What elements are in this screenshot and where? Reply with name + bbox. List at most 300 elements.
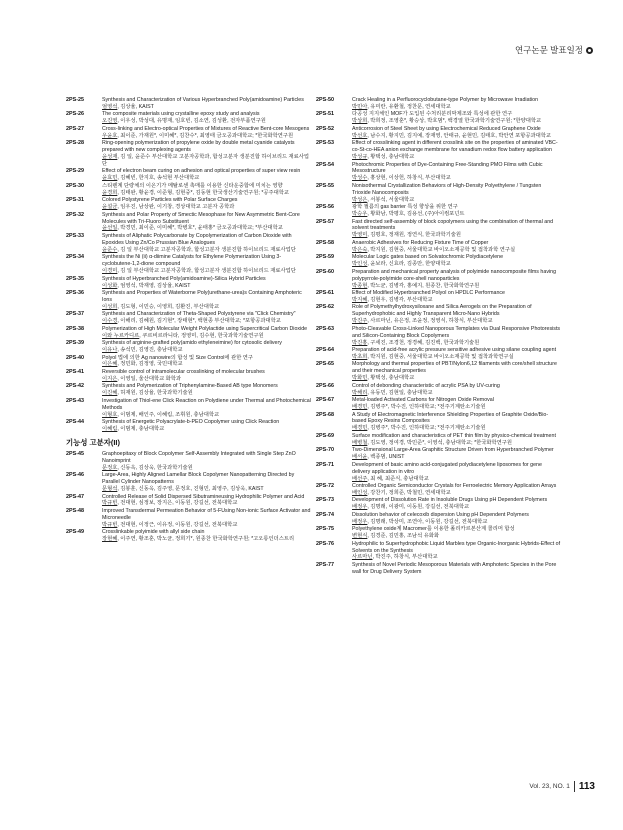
abstract-entry (66, 326, 311, 340)
entry-id: 2PS-51 (316, 111, 334, 118)
entry-id: 2PS-37 (66, 311, 84, 318)
entry-id: 2PS-31 (66, 197, 84, 204)
entry-body (352, 183, 561, 204)
entry-id: 2PS-72 (316, 483, 334, 489)
presenter-name: 박종현 (352, 282, 368, 289)
entry-id: 2PS-41 (66, 368, 84, 375)
abstract-entry (316, 326, 561, 347)
presenter-name: 윤선일 (102, 225, 118, 232)
presenter-name: 박민아 (352, 103, 368, 110)
presenter-name: 배정우 (352, 504, 368, 511)
entry-id: 2PS-43 (66, 397, 84, 404)
abstract-entry (316, 304, 561, 325)
presenter-name: 배병철 (352, 439, 368, 446)
presenter-name: 박진홍 (352, 339, 368, 346)
coauthors-affiliation: , 구세진, 조경천, 정경혜, 김진백, 한국과학기술원 (367, 339, 480, 346)
entry-title: Nonisothermal Crystallization Behaviors of High-Density Polyethylene / Tungsten Trioxide Nanocomposits (352, 182, 542, 196)
entry-body (352, 269, 561, 290)
entry-authors (102, 333, 311, 340)
entry-title: Polyol 법에 의한 Ag nanowire의 합성 및 Size Control에 관한 연구 (102, 354, 254, 361)
presenter-name: 박지혜 (352, 296, 368, 303)
coauthors-affiliation: , 황택성, 충남대학교 (367, 154, 415, 161)
presenter-name: 배경민 (352, 404, 368, 411)
footer-divider (574, 781, 575, 792)
entry-id: 2PS-40 (66, 354, 84, 361)
coauthors-affiliation: , 김경준, 김민홍, 조남석 유화화 (367, 533, 440, 540)
abstract-entry (316, 183, 561, 204)
entry-id: 2PS-55 (316, 182, 334, 189)
coauthors-affiliation: , 사르마닌, 유은정, 조윤정, 정영식, 하창식, 부산대학교 (367, 318, 493, 325)
entry-body (102, 97, 311, 111)
entry-body (352, 162, 561, 183)
abstract-entry (66, 254, 311, 275)
coauthors-affiliation: , 전대현, 심정보, 장지은, 이동원, 강길선, 전북대학교 (117, 500, 238, 507)
entry-title: 광학 필름의 gas barrier 특성 향상을 위한 연구 (352, 204, 458, 211)
presenter-name: 이성희 (102, 303, 118, 310)
entry-body (102, 383, 311, 397)
coauthors-affiliation: , 박지원, 김현중, 서울대학교 바이오소재공학 및 접착과학연구실 (367, 353, 514, 360)
presenter-name: 배인성 (352, 489, 368, 496)
presenter-name: 윤경희 (102, 189, 118, 196)
coauthors-affiliation: , 임우진, 남상완, 이기창, 경상대학교 고분자 공학과 (117, 204, 235, 211)
entry-authors (352, 297, 561, 304)
entry-id: 2PS-57 (316, 218, 334, 225)
coauthors-affiliation: , 이해리, 김혜원, 김기현*, 장태현*, 백현종 부산대학교; *포항공과대학교 (117, 318, 281, 325)
entry-authors (352, 175, 561, 182)
coauthors-affiliation: , 강찬기, 정희준, 박철민, 연세대학교 (367, 489, 451, 496)
abstract-entry (316, 447, 561, 461)
abstract-entry (66, 340, 311, 354)
entry-authors (352, 232, 561, 239)
presenter-name: 배선주 (352, 475, 368, 482)
entry-body (102, 529, 311, 543)
entry-id: 2PS-50 (316, 97, 334, 103)
entry-authors (102, 190, 311, 197)
abstract-entry (316, 204, 561, 218)
entry-title: Fast directed self-assembly of block copolymers using the combination of thermal and solvent treatments (352, 218, 554, 232)
entry-authors (102, 390, 311, 397)
entry-title: Improved Transdermal Permeation Behavior of 5-FUsing Non-ionic Surface Activator and Microneedle (102, 507, 311, 521)
entry-authors (352, 354, 561, 361)
entry-body (352, 562, 561, 576)
presenter-name: 박은숙 (352, 246, 368, 253)
entry-id: 2PS-74 (316, 511, 334, 518)
entry-id: 2PS-60 (316, 268, 334, 275)
entry-body (352, 497, 561, 511)
entry-body (102, 340, 311, 354)
entry-title: Ring-opening polymerization of propylene oxide by double metal cyanide catalysts prepared with new complexing agents (102, 140, 295, 154)
abstract-entry (66, 126, 311, 140)
presenter-name: 문정호 (102, 464, 118, 471)
entry-body (102, 508, 311, 529)
entry-title: Effect of crosslinking agent in different crosslink site on the properties of aminated VBC-co-St-co-HEA anion exchange membrane for vanadium redox flow battery application (352, 140, 558, 154)
entry-title: Hydrophilic to Superhydrophobic Liquid Marbles type Organic-Inorganic Hybrids-Effect of Solvents on the Synthesis (352, 540, 561, 554)
entry-id: 2PS-42 (66, 383, 84, 390)
entry-authors (352, 554, 561, 561)
coauthors-affiliation: , 신동옥, 김상욱, 한국과학기술원 (117, 464, 193, 471)
abstract-entry (316, 383, 561, 397)
entry-title: Metal-loaded Activated Carbons for Nitrogen Oxide Removal (352, 397, 494, 404)
entry-title: A Study of Electromagnetic Interference Shielding Properties of Graphite Oxide/Bio-based Epoxy Resins Composites (352, 411, 549, 425)
entry-body (352, 462, 561, 483)
abstract-entry (316, 462, 561, 483)
presenter-name: 배경민 (352, 425, 368, 432)
abstract-entry (66, 508, 311, 529)
abstract-entry (316, 269, 561, 290)
entry-title: Crosslinkable polyimide with allyl side chain (102, 529, 205, 536)
entry-body (352, 433, 561, 447)
header-title: 연구논문 발표일정 (514, 45, 583, 55)
entry-body (352, 412, 561, 433)
entry-title: Surface modification and characteristics of PET thin film by physico-chemical treatment (352, 432, 556, 439)
coauthors-affiliation: , 엄영석, 박재영, 김상율, KAIST (117, 282, 191, 289)
presenter-name: 윤성재 (102, 154, 118, 161)
entry-body (352, 347, 561, 361)
abstract-entry (316, 541, 561, 562)
entry-id: 2PS-69 (316, 432, 334, 439)
entry-id: 2PS-28 (66, 140, 84, 147)
coauthors-affiliation: , 김현우, 김병각, 부산대학교 (367, 296, 433, 303)
entry-id: 2PS-33 (66, 232, 84, 239)
coauthors-affiliation: , 이범제, 충남대학교 (117, 425, 165, 432)
entry-title: Crack Healing in a Perfluorocyclobutane-type Polymer by Microwave Irradiation (352, 97, 539, 103)
entry-title: Photo-Cleavable Cross-Linked Nanoporous Templates via Dual Responsive Photoresists and Silicon-Containing Block Copolymers (352, 325, 561, 339)
presenter-name: 이경미 (102, 268, 118, 275)
entry-authors (352, 490, 561, 497)
abstract-entry (316, 562, 561, 576)
presenter-name: 박진주 (352, 318, 368, 325)
entry-id: 2PS-71 (316, 461, 334, 468)
coauthors-affiliation: , 송석민, 김영진, 충남대학교 (117, 347, 183, 354)
entry-title: Synthesis and Characterization of Theta-Shaped Polystyrene via "Click Chemistry" (102, 311, 296, 318)
abstract-entry (316, 254, 561, 268)
abstract-entry (66, 529, 311, 543)
entry-authors (102, 522, 311, 529)
entry-id: 2PS-34 (66, 254, 84, 261)
abstract-entry (316, 433, 561, 447)
entry-id: 2PS-77 (316, 561, 334, 568)
coauthors-affiliation: , 박노균, 김병각, 홍예지, 원종찬, 한국화학연구원 (367, 282, 480, 289)
entry-authors (102, 500, 311, 507)
coauthors-affiliation: , 윤보라, 신효라, 김종만, 한양대학교 (367, 261, 451, 268)
coauthors-affiliation: , 이영일, 울산대학교 화학과 (117, 375, 182, 382)
coauthors-affiliation: , 유동민, 김현일, 충남대학교 (367, 389, 433, 396)
entry-body (102, 311, 311, 325)
presenter-name: 배정우 (352, 518, 368, 525)
entry-body (352, 483, 561, 497)
abstract-entry (66, 472, 311, 493)
presenter-name: 박화민 (352, 375, 368, 382)
presenter-name: 이유나 (102, 347, 118, 354)
entry-authors (352, 440, 561, 447)
abstract-entry (66, 233, 311, 254)
entry-body (352, 126, 561, 140)
volume-label: Vol. 23, NO. 1 (529, 783, 570, 790)
entry-authors (352, 454, 561, 461)
presenter-name: 윤효민 (102, 175, 118, 182)
entry-authors (102, 361, 311, 368)
entry-authors (102, 412, 311, 419)
entry-body (352, 512, 561, 526)
page-footer (529, 781, 595, 792)
presenter-name: 이와 누르카디르 (102, 332, 140, 339)
entry-authors (352, 133, 561, 140)
circle-bullet-icon (586, 47, 593, 54)
entry-id: 2PS-73 (316, 497, 334, 504)
presenter-name: 우윤호 (102, 132, 118, 139)
coauthors-affiliation: , 박경민, 최이준, 이미혜*, 박병호*, 윤태홍* 금오공과대학교; *부산대학교 (117, 225, 283, 232)
entry-id: 2PS-56 (316, 204, 334, 211)
entry-id: 2PS-58 (316, 239, 334, 246)
entry-authors (102, 376, 311, 383)
coauthors-affiliation: , 서봉석, 서울대학교 (367, 196, 415, 203)
entry-authors (352, 154, 561, 161)
entry-id: 2PS-35 (66, 275, 84, 282)
coauthors-affiliation: , 김평호, 정재원, 정연식, 한국과학기술원 (367, 232, 462, 239)
abstract-entry (316, 397, 561, 411)
entry-body (352, 254, 561, 268)
entry-authors (352, 404, 561, 411)
coauthors-affiliation: , 유미란, 유환철, 정찬문, 연세대학교 (367, 103, 451, 110)
entry-authors (102, 426, 311, 433)
entry-id: 2PS-70 (316, 447, 334, 454)
entry-authors (352, 261, 561, 268)
entry-title: Synthesis of arginine-grafted poly(amido ethyleneimine) for cytosolic delivery (102, 340, 282, 347)
abstract-entry (66, 183, 311, 197)
entry-body (102, 398, 311, 419)
entry-authors (102, 175, 311, 182)
presenter-name: 변현식 (352, 533, 368, 540)
entry-body (352, 326, 561, 347)
coauthors-affiliation: , 정민화, 김정영, 국민대학교 (117, 361, 183, 368)
entry-body (352, 397, 561, 411)
entry-authors (352, 425, 561, 432)
page-number: 113 (578, 781, 595, 792)
presenter-name: 박상희 (352, 118, 368, 125)
entry-title: Development of basic amino acid-conjugated polydiacetylene liposomes for gene delivery application in vitro (352, 461, 542, 475)
entry-id: 2PS-54 (316, 161, 334, 168)
presenter-name: 박선호 (352, 132, 368, 139)
entry-id: 2PS-26 (66, 111, 84, 118)
entry-id: 2PS-76 (316, 540, 334, 547)
entry-body (352, 541, 561, 562)
entry-title: Morphology and thermal properties of PBT/Nylon6,12 filaments with core/shell structure and their mechanical properties (352, 361, 557, 375)
entry-authors (102, 118, 311, 125)
abstract-entry (66, 197, 311, 211)
abstract-entry (316, 240, 561, 254)
entry-title: Cross-linking and Electro-optical Properties of Mixtures of Reactive Bent-core Mesogens (102, 125, 310, 132)
entry-id: 2PS-47 (66, 493, 84, 500)
entry-body (102, 254, 311, 275)
abstract-entry (66, 140, 311, 168)
coauthors-affiliation: , 최 혜, 최준식, 충남대학교 (367, 475, 429, 482)
entry-body (352, 290, 561, 304)
entry-title: Reversible control of intramolecular crosslinking of molecular brushes (102, 368, 265, 375)
presenter-name: 배서윤 (352, 454, 368, 461)
entry-title: Graphoepitaxy of Block Copolymer Self-Assembly Integrated with Single Step ZnO Nanoimprint (102, 450, 296, 464)
entry-body (352, 526, 561, 540)
presenter-name: 이혜림 (102, 425, 118, 432)
abstract-entry (66, 355, 311, 369)
entry-title: Large-Area, Highly Aligned Lamellar Block Copolymer Nanopatterning Directed by Parallel Cylinder Nanopatterns (102, 472, 295, 486)
entry-authors (352, 318, 561, 325)
abstract-entry (316, 97, 561, 111)
coauthors-affiliation: , 황택성, 충남대학교 (367, 375, 415, 382)
coauthors-affiliation: , 김도영, 정여경, 박민준*, 이영석, 충남대학교; *한국화학연구원 (367, 439, 512, 446)
entry-title: Photochromic Properties of Dye-Containing Free-Standing PMO Films with Cubic Mesostructure (352, 161, 543, 175)
entry-id: 2PS-32 (66, 211, 84, 218)
entry-authors (102, 283, 311, 290)
entry-body (352, 383, 561, 397)
entry-title: The composite materials using crystalline epoxy study and analysis (102, 111, 260, 118)
abstract-entry (316, 162, 561, 183)
abstract-entry (66, 398, 311, 419)
coauthors-affiliation: , 김태완, 황윤경, 이준형, 김현중*, 김동현 한국생산기술연구원; *공주대학교 (117, 189, 290, 196)
entry-title: Anaerobic Adhesives for Reducing Fixture Time of Copper (352, 239, 489, 246)
entry-id: 2PS-36 (66, 290, 84, 296)
abstract-entry (66, 311, 311, 325)
entry-title: Synthesis and Polar Property of Smectic Mesophase for New Asymmetric Bent-Core Molecules with Tri-Fluoro Substituent (102, 211, 300, 225)
abstract-entry (66, 290, 311, 311)
coauthors-affiliation: , 이주연, 황조훈, 박노균, 정희기*, 원종찬 한국화학연구원; *고오롱인더스트리 (117, 536, 295, 543)
presenter-name: 이지은 (102, 375, 118, 382)
abstract-entry (66, 369, 311, 383)
coauthors-affiliation: , 김도형, 이민승, 이영희, 김환진, 부산대학교 (117, 303, 220, 310)
entry-body (102, 111, 311, 125)
entry-title: 스티렌계 단량체의 이온기가 메탈로센 촉매를 이용한 신타운중합에 미치는 영향 (102, 182, 283, 189)
entry-authors (352, 283, 561, 290)
presenter-name: 사르마닌 (352, 554, 373, 561)
entry-title: Polymerization of High Molecular Weight Polylactide using Supercritical Carbon Dioxide (102, 325, 308, 332)
abstract-entry (66, 97, 311, 111)
entry-id: 2PS-44 (66, 419, 84, 426)
entry-body (102, 290, 311, 311)
entry-authors (352, 504, 561, 511)
presenter-name: 이은혜 (102, 361, 118, 368)
entry-title: Synthesis of Aliphatic Polycarbonate by Copolymerization of Carbon Dioxide with Epoxides Using Zn/Co Prussian Blue Analogues (102, 232, 292, 246)
entry-body (102, 369, 311, 383)
entry-id: 2PS-45 (66, 450, 84, 457)
entry-id: 2PS-67 (316, 397, 334, 404)
coauthors-affiliation: , 허재원, 김상율, 한국과학기술원 (117, 390, 193, 397)
entry-id: 2PS-61 (316, 290, 334, 296)
entry-body (102, 326, 311, 340)
entry-authors (352, 104, 561, 111)
entry-authors (102, 225, 311, 232)
entry-id: 2PS-65 (316, 361, 334, 368)
presenter-name: 박성규 (352, 154, 368, 161)
entry-body (352, 204, 561, 218)
entry-authors (352, 211, 561, 218)
entry-body (352, 361, 561, 382)
presenter-name: 이형호 (102, 411, 118, 418)
entry-id: 2PS-39 (66, 340, 84, 347)
presenter-name: 엄영석 (102, 103, 118, 110)
entry-body (102, 197, 311, 211)
presenter-name: 박성수 (352, 175, 368, 182)
entry-id: 2PS-75 (316, 526, 334, 533)
presenter-name: 문형석 (102, 486, 118, 492)
coauthors-affiliation: , 김 일 부산대학교 고분자공학과, 합성고분자 생분진합 하이브리드 재료사업단 (117, 246, 296, 253)
abstract-entry (66, 168, 311, 182)
entry-body (102, 126, 311, 140)
coauthors-affiliation: , 전대현, 이정근, 이유정, 이동원, 강길선, 전북대학교 (117, 521, 238, 528)
entry-authors (102, 536, 311, 543)
entry-body (352, 240, 561, 254)
entry-body (102, 419, 311, 433)
entry-authors (352, 519, 561, 526)
entry-id: 2PS-59 (316, 254, 334, 261)
entry-title: Control of debonding characteristic of acrylic PSA by UV-curing (352, 382, 500, 389)
entry-title: Investigation of Thiol-ene Click Reaction on Polydiene under Thermal and Photochemical Methods (102, 397, 311, 411)
presenter-name: 박성은 (352, 196, 368, 203)
entry-title: Synthesis of Hyperbranched Poly(amidoamine)-Silica Hybrid Particles (102, 275, 266, 282)
entry-authors (102, 465, 311, 472)
abstract-entry (316, 526, 561, 540)
entry-body (352, 304, 561, 325)
abstract-entry (66, 212, 311, 233)
entry-title: Molecular Logic gates based on Solvatochromic Polydiacetylene (352, 254, 504, 261)
entry-body (102, 494, 311, 508)
abstract-entry (66, 419, 311, 433)
entry-authors (102, 247, 311, 254)
presenter-name: 박초희 (352, 353, 368, 360)
entry-body (352, 219, 561, 240)
entry-body (102, 168, 311, 182)
entry-id: 2PS-30 (66, 182, 84, 189)
presenter-name: 오진영 (102, 118, 118, 125)
right-column (316, 97, 561, 576)
entry-id: 2PS-29 (66, 168, 84, 175)
entry-title: Synthesis and Characterization of Various Hyperbranched Poly(amidoamine) Particles (102, 97, 304, 103)
entry-title: Synthesis and Polymerization of Triphenylamine-Based AB type Monomers (102, 383, 278, 390)
entry-authors (102, 154, 311, 168)
abstract-entry (316, 497, 561, 511)
entry-body (102, 183, 311, 197)
entry-authors (102, 318, 311, 325)
entry-body (102, 276, 311, 290)
entry-title: Preparation and mechanical property analysis of polyimide nanocomposite films having polypyrrole-polyimide core-shell nanoparticles (352, 268, 557, 282)
abstract-entry (316, 412, 561, 433)
coauthors-affiliation: , 이우성, 박성대, 유명재, 임호빈, 김소연, 김성환, 전자부품연구원 (117, 118, 266, 125)
entry-title: Effect of Modified Hyperbranched Polyol on HPDLC Performance (352, 290, 505, 296)
entry-title: Synthesis of Novel Periodic Mesoporous Materials with Amphoteric Species in the Pore wall for Drug Delivery System (352, 561, 557, 575)
entry-authors (102, 133, 311, 140)
coauthors-affiliation: , 박지원, 김현중, 서울대학교 바이오소재공학 및 접착과학 연구실 (367, 246, 516, 253)
presenter-name: 박승우 (352, 211, 368, 218)
coauthors-affiliation: , 홍상현, 이상헌, 하창식, 부산대학교 (367, 175, 451, 182)
presenter-name: 박규빈 (102, 500, 118, 507)
entry-title: Two-Dimensional Large-Area Graphitic Structure Driven from Hyperbranched Polymer (352, 447, 554, 454)
abstract-entry (66, 494, 311, 508)
coauthors-affiliation: , 김상율, KAIST (117, 103, 154, 110)
entry-body (102, 233, 311, 254)
entry-authors (102, 347, 311, 354)
coauthors-affiliation: , 쿠르비르라니타, 정영미, 김수현, 한국과학기술연구원 (139, 332, 264, 339)
coauthors-affiliation: , 김봉훈, 신동옥, 김주영, 문정호, 진형민, 최영주, 김상욱, KAIST (117, 486, 264, 492)
presenter-name: 박인성 (352, 261, 368, 268)
entry-authors (352, 118, 561, 125)
entry-body (352, 140, 561, 161)
entry-body (352, 97, 561, 111)
entry-title: Anticorrosion of Steel Sheet by using Electrochemical Reduced Graphene Oxide (352, 125, 541, 132)
presenter-name: 박해리 (352, 389, 368, 396)
coauthors-affiliation: , 이범제, 배인주, 이혜림, 조휘원, 충남대학교 (117, 411, 220, 418)
coauthors-affiliation: , 백종범, UNIST (367, 454, 405, 461)
coauthors-affiliation: , 황화남, 박평호, 김용선, (주)아이컴포넌트 (367, 211, 465, 218)
entry-title: Synthesis the Ni (ii) α-diimine Catalysts for Ethylene Polymerization Using 3-cyclobutene-1,2-dione compound (102, 254, 282, 268)
coauthors-affiliation: , 남수지, 황지민, 김지예, 장재영, 안태규, 윤현민, 김태호, 박안연 포항공과대학교 (367, 132, 551, 139)
